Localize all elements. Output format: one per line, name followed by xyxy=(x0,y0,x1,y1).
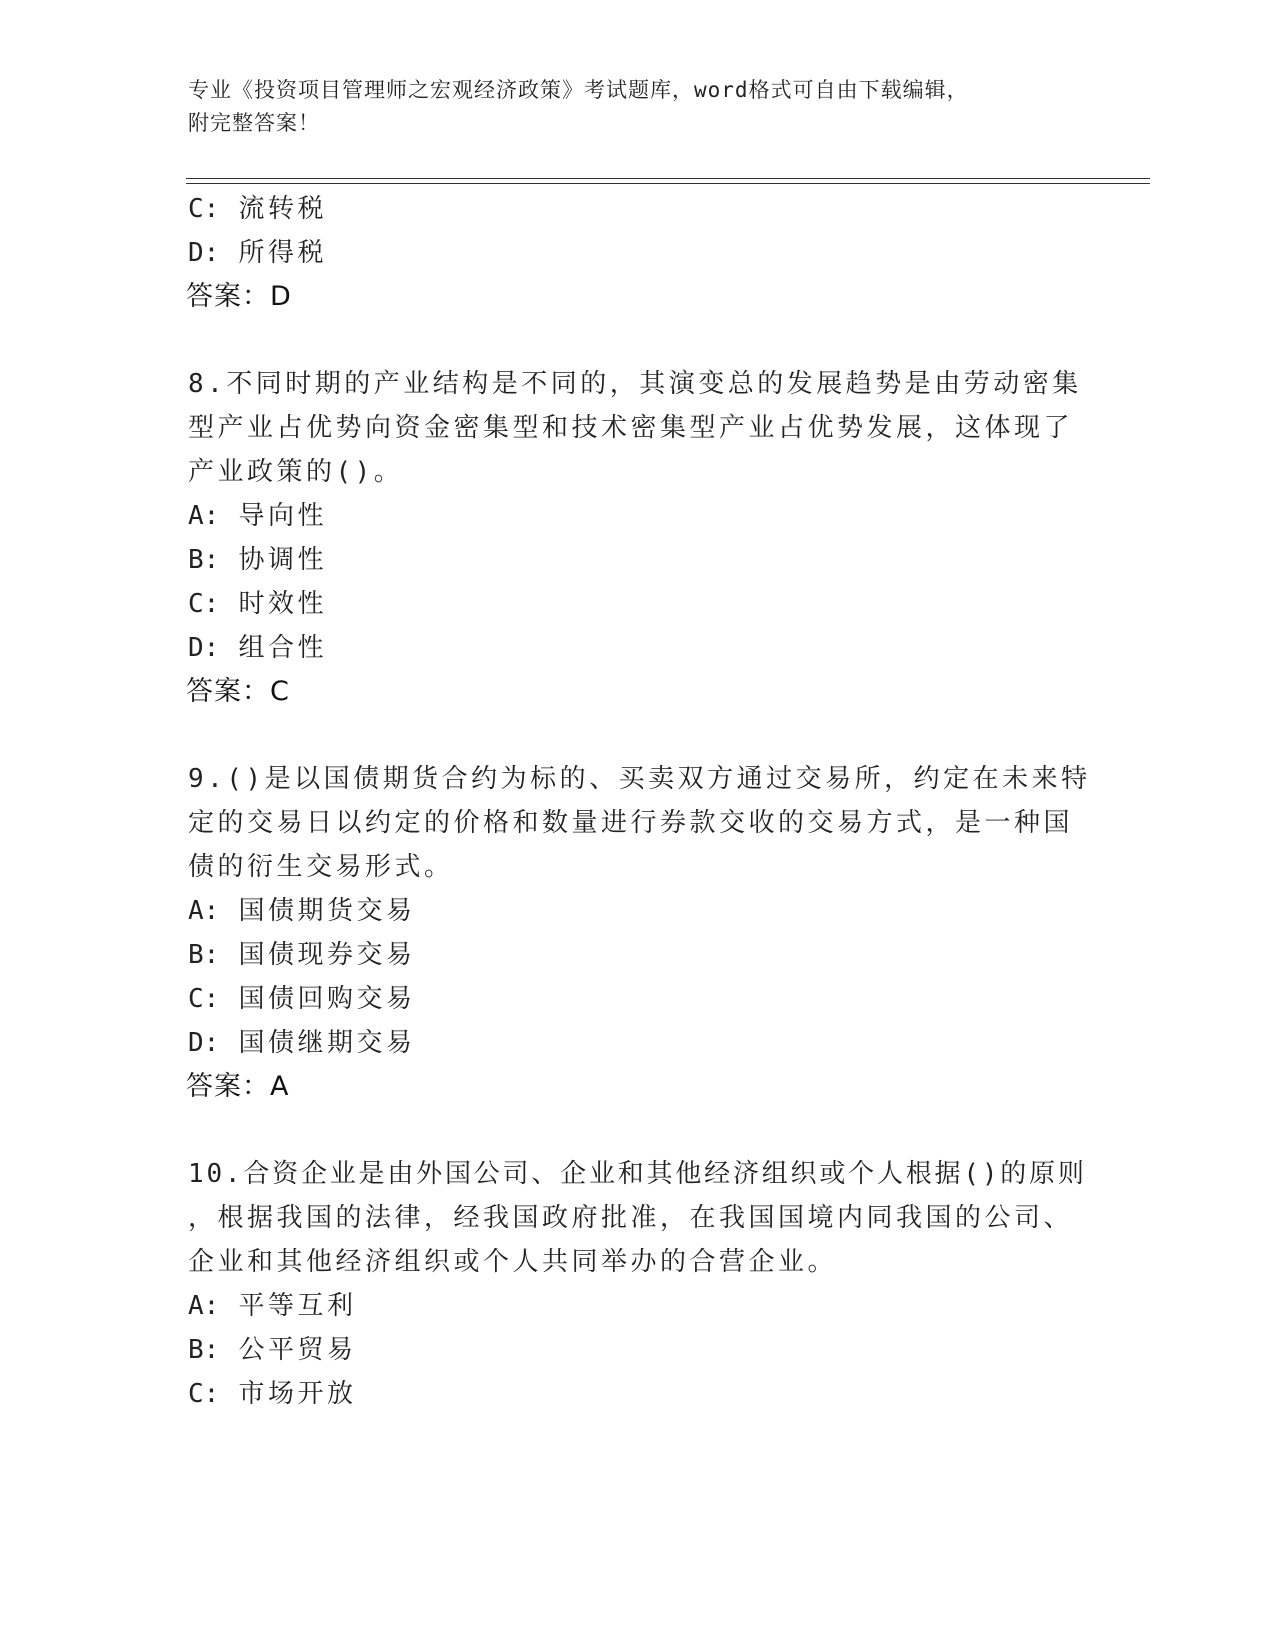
q9-stem-line-3: 债的衍生交易形式。 xyxy=(188,852,454,882)
header-rule-bottom xyxy=(186,183,1150,184)
q8-option-b: B: 协调性 xyxy=(188,545,327,575)
q10-stem-line-3: 企业和其他经济组织或个人共同举办的合营企业。 xyxy=(188,1247,838,1277)
q10-option-c: C: 市场开放 xyxy=(188,1379,357,1409)
q10-stem-line-1: 10.合资企业是由外国公司、企业和其他经济组织或个人根据()的原则 xyxy=(188,1159,1087,1189)
q9-stem-line-2: 定的交易日以约定的价格和数量进行券款交收的交易方式，是一种国 xyxy=(188,808,1074,838)
header-line-2: 附完整答案！ xyxy=(188,111,320,135)
q10-option-a: A: 平等互利 xyxy=(188,1291,357,1321)
q8-stem-line-2: 型产业占优势向资金密集型和技术密集型产业占优势发展，这体现了 xyxy=(188,413,1074,443)
q9-option-d: D: 国债继期交易 xyxy=(188,1028,416,1058)
q8-option-c: C: 时效性 xyxy=(188,589,327,619)
q9-answer: 答案：A xyxy=(186,1071,290,1102)
q7-option-c: C: 流转税 xyxy=(188,194,327,224)
header-rule-top xyxy=(186,178,1150,179)
q8-stem-line-3: 产业政策的()。 xyxy=(188,457,404,487)
q8-answer: 答案：C xyxy=(186,676,290,707)
q7-answer: 答案：D xyxy=(186,281,292,312)
q10-stem-line-2: ，根据我国的法律，经我国政府批准，在我国国境内同我国的公司、 xyxy=(188,1203,1074,1233)
document-header xyxy=(188,74,1088,140)
q8-option-d: D: 组合性 xyxy=(188,633,327,663)
q8-stem-line-1: 8.不同时期的产业结构是不同的，其演变总的发展趋势是由劳动密集 xyxy=(188,369,1082,399)
q8-option-a: A: 导向性 xyxy=(188,501,327,531)
q9-option-c: C: 国债回购交易 xyxy=(188,984,416,1014)
q9-option-a: A: 国债期货交易 xyxy=(188,896,416,926)
header-line-1: 专业《投资项目管理师之宏观经济政策》考试题库，word格式可自由下载编辑， xyxy=(188,78,969,102)
q9-option-b: B: 国债现券交易 xyxy=(188,940,416,970)
q9-stem-line-1: 9.()是以国债期货合约为标的、买卖双方通过交易所，约定在未来特 xyxy=(188,764,1091,794)
q7-option-d: D: 所得税 xyxy=(188,238,327,268)
q10-option-b: B: 公平贸易 xyxy=(188,1335,357,1365)
